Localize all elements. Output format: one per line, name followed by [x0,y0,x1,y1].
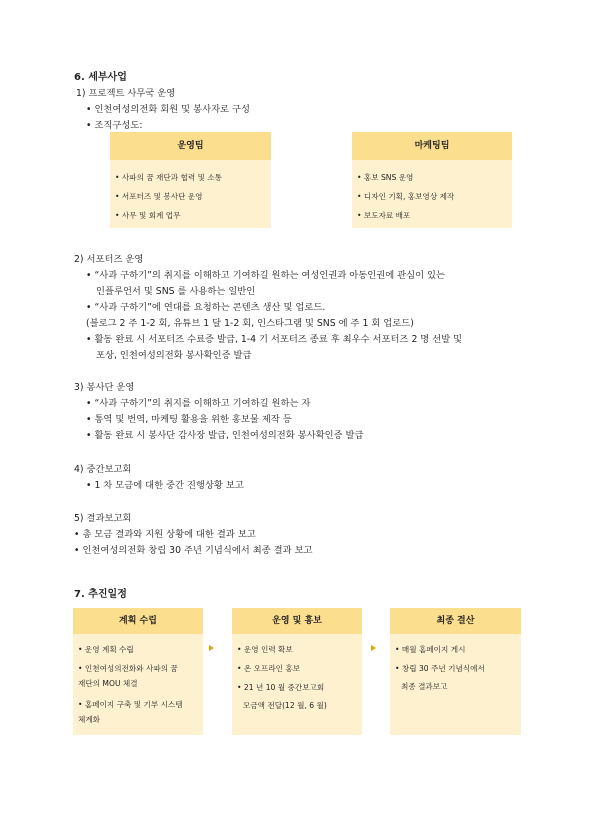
schedule-final-item: • 창립 30 주년 기념식에서 [395,664,485,673]
schedule-final-item: • 매월 홈페이지 게시 [395,645,466,654]
s2-bullet3-cont: 포상, 인천여성의전화 봉사확인증 발급 [96,350,252,361]
team-ops-box [110,132,271,228]
s5-bullet2: • 인천여성의전화 창립 30 주년 기념식에서 최종 결과 보고 [74,545,313,556]
s2-bullet3: • 활동 완료 시 서포터즈 수료증 발급, 1-4 기 서포터즈 종료 후 최우수 서포터즈 2 명 선발 및 [86,334,463,345]
schedule-final-item: 최종 결과보고 [401,682,448,691]
s2-bullet2-cont: (블로그 2 주 1-2 회, 유튜브 1 달 1-2 회, 인스타그램 및 SNS 에 주 1 회 업로드) [86,318,414,329]
s5-title: 5) 결과보고회 [74,513,132,524]
schedule-plan-box [73,608,203,735]
schedule-plan-item: 재단의 MOU 체결 [78,679,138,688]
team-mkt-item: • 홍보 SNS 운영 [357,173,414,182]
schedule-ops-title: 운영 및 홍보 [232,608,362,634]
s2-title: 2) 서포터즈 운영 [74,254,144,265]
schedule-plan-item: 체계화 [78,715,101,724]
team-mkt-item: • 보도자료 배포 [357,211,411,220]
schedule-ops-item: • 운영 인력 확보 [237,645,293,654]
schedule-ops-item: 모금액 전달(12 월, 6 월) [243,701,327,710]
s1-bullet2: • 조직구성도: [86,120,143,131]
team-mkt-item: • 디자인 기획, 홍보영상 제작 [357,192,455,201]
team-mkt-box [352,132,512,228]
schedule-final-title: 최종 결산 [390,608,521,634]
s2-bullet1: • “사과 구하기”의 취지를 이해하고 기여하길 원하는 여성인권과 아동인권에 관심이 있는 [86,270,445,281]
schedule-plan-item: • 홈페이지 구축 및 기부 시스템 [78,700,183,709]
s3-title: 3) 봉사단 운영 [74,382,135,393]
schedule-final-box [390,608,521,735]
schedule-plan-title: 계획 수립 [73,608,203,634]
s2-bullet1-cont: 인플루언서 및 SNS 를 사용하는 일반인 [96,286,256,297]
schedule-plan-item: • 운영 계획 수립 [78,645,134,654]
section6-title: 6. 세부사업 [74,72,127,83]
team-ops-item: • 사파의 꿈 재단과 협력 및 소통 [115,173,222,182]
s3-bullet3: • 활동 완료 시 봉사단 감사장 발급, 인천여성의전화 봉사확인증 발급 [86,430,364,441]
team-ops-title: 운영팀 [110,132,271,160]
schedule-ops-item: • 21 년 10 월 중간보고회 [237,683,325,692]
s4-title: 4) 중간보고회 [74,464,132,475]
schedule-plan-item: • 인천여성의전화와 사파의 꿈 [78,664,178,673]
team-ops-item: • 서포터즈 및 봉사단 운영 [115,192,203,201]
s3-bullet1: • “사과 구하기”의 취지를 이해하고 기여하길 원하는 자 [86,398,311,409]
s1-title: 1) 프로젝트 사무국 운영 [76,88,176,99]
schedule-ops-item: • 온 오프라인 홍보 [237,664,301,673]
triangle-right-icon [209,645,214,651]
section7-title: 7. 추진일정 [74,589,127,600]
s5-bullet1: • 총 모금 결과와 지원 상황에 대한 결과 보고 [74,529,256,540]
s2-bullet2: • “사과 구하기”에 연대를 요청하는 콘텐츠 생산 및 업로드. [86,302,326,313]
s1-bullet1: • 인천여성의전화 회원 및 봉사자로 구성 [86,104,250,115]
team-mkt-title: 마케팅팀 [352,132,512,160]
s3-bullet2: • 통역 및 번역, 마케팅 활용을 위한 홍보물 제작 등 [86,414,292,425]
team-ops-item: • 사무 및 회계 업무 [115,211,181,220]
s4-bullet1: • 1 차 모금에 대한 중간 진행상황 보고 [86,480,244,491]
triangle-right-icon [371,645,376,651]
schedule-ops-box [232,608,362,735]
